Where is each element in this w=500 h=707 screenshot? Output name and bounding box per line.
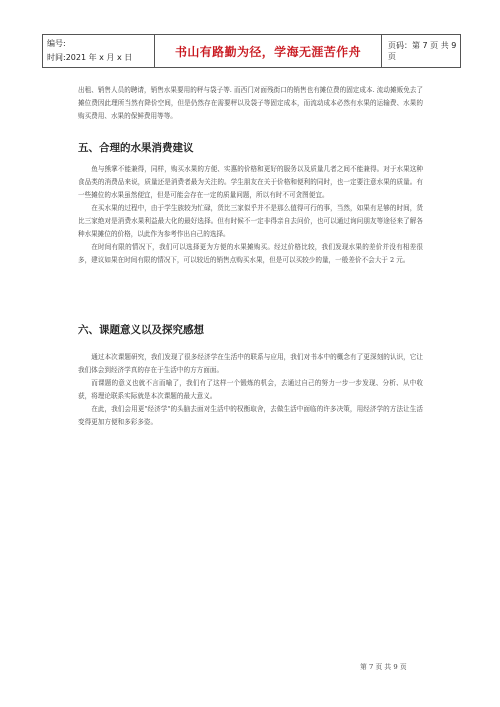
page-footer: 第 7 页 共 9 页	[360, 663, 407, 671]
section-5-paragraph: 在时间有限的情况下，我们可以选择更为方便的水果摊购买。经过价格比较，我们发现水果的差价并没有相差很多，建议如果在时间有限的情况下，可以较近的销售点购买水果，但是可以买较少的量，一般差价不会大于 2 元。	[78, 243, 423, 264]
section-5-body	[78, 163, 423, 267]
intro-paragraph: 出租、销售人员的聘请，销售水果要用的秤与袋子等. 而西门对面残街口的销售也有摊位费的固定成本. 流动摊贩免去了摊位费因此理所当然有降价空间，但是仍然存在需要秤以及袋子等固定成本，而流动成本必然有水果的运输费、水果的购买费用、水果的保鲜费用等等。	[78, 86, 423, 120]
header-meta	[43, 35, 155, 67]
time-label: 时间:2021 年 x 月 x 日	[47, 53, 133, 62]
section-6-paragraph: 在此，我们会用更"经济学"的头脑去面对生活中的权衡取舍，去做生活中面临的许多决策，用经济学的方法让生活变得更加方便和多彩多姿。	[78, 405, 423, 426]
section-6-paragraph: 而课题的意义也就不言而喻了，我们有了这样一个锻炼的机会，去通过自己的努力一步一步发现、分析、从中收获，将理论联系实际就是本次课题的最大意义。	[78, 379, 423, 400]
intro-block	[78, 84, 423, 123]
section-5-paragraph: 在买水果的过程中，由于学生族较为忙碌，货比三家似乎并不是那么值得可行的事，当然，如果有足够的时间，货比三家绝对是消费水果利益最大化的最好选择。但有时候不一定非得亲自去问价，也可以通过询问朋友等途径来了解各种水果摊位的价格，以此作为参考作出自己的选择。	[78, 204, 423, 238]
number-label: 编号:	[47, 39, 66, 48]
section-5-paragraph: 鱼与熊掌不能兼得，同样，购买水果的方便、实惠的价格和更好的服务以及质量几者之间不能兼得。对于水果这种食品类的消费品来说，质量还是消费者最为关注的。学生朋友在关于价格和便利的同时，也一定要注意水果的质量。有一些摊位的水果虽然便宜，但是可能会存在一定的质量问题，所以有时不可贪图便宜。	[78, 165, 423, 199]
section-5-title: 五、合理的水果消费建议	[78, 142, 194, 154]
section-6-paragraph: 通过本次课题研究，我们发现了很多经济学在生活中的联系与应用，我们对书本中的概念有了更深刻的认识，它让我们体会到经济学真的存在于生活中的方方面面。	[78, 353, 423, 374]
header-page-label: 页码：第 7 页 共 9 页	[388, 41, 457, 61]
header-motto: 书山有路勤为径，学海无涯苦作舟	[155, 35, 382, 67]
section-6-title: 六、课题意义以及探究感想	[78, 324, 204, 336]
page-header	[42, 34, 461, 68]
section-6-body	[78, 351, 423, 429]
